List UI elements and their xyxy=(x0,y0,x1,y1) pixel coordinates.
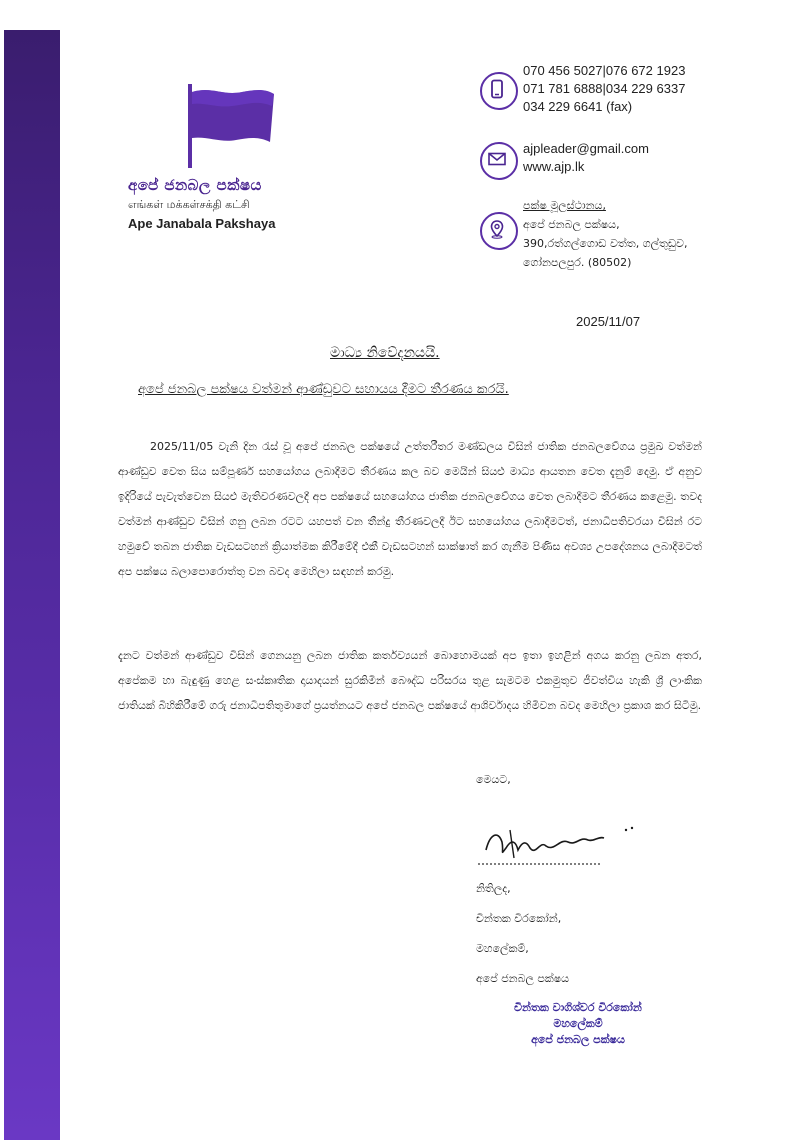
party-name-sinhala: අපේ ජනබල පක්ෂය xyxy=(128,176,262,194)
letter-date: 2025/11/07 xyxy=(576,314,641,329)
body-paragraph-1: 2025/11/05 වැනි දින රැස් වූ අපේ ජනබල පක්ෂයේ උත්තරීතර මණ්ඩලය විසින් ජාතික ජනබලවේගය ප්‍රමුඛ වත්මන් ආණ්ඩුව වෙත සිය සම්පූර්ණ සහයෝගය ලබාදීමට තීරණය කල බව මෙයින් සියළු මාධ්‍ය ආයතන වෙත දැනුම් දෙමු. ඒ අනුව ඉදිරියේ පැවැත්වෙන සියළු මැතිවරණවලදී අප පක්ෂයේ සහයෝගය ජාතික ජනබලවේගය වෙත ලබාදීමට තීරණය කළෙමු. තවද වත්මන් ආණ්ඩුව විසින් ගනු ලබන රටට යහපත් වන තීන්දු තීරණවලදී ඊට සහයෝගය ලබාදීමටත්, ජනාධිපතිවරයා විසින් රට හමුවේ තබන ජාතික වැඩසටහන් ක්‍රියාත්මක කිරීමේදී එකී වැඩසටහන් සාක්ෂාත් කර ගැනීම පිණිස අවශ්‍ය උපදේශනය ලබාදීමටත් අප පක්ෂය බලාපොරොත්තු වන බවද මෙහිලා සඳහන් කරමු. xyxy=(118,440,702,578)
document-title: මාධ්‍ය නිවේදනයයි. xyxy=(330,345,440,361)
handwritten-signature xyxy=(476,812,646,872)
signer-block xyxy=(476,874,569,994)
website-link[interactable]: www.ajp.lk xyxy=(523,159,585,174)
party-name-english: Ape Janabala Pakshaya xyxy=(128,216,276,231)
phone-line-2: 071 781 6888|034 229 6337 xyxy=(523,81,686,96)
party-name-tamil: எங்கள் மக்கள்சக்தி கட்சி xyxy=(128,198,250,211)
document-subtitle: අපේ ජනබල පක්ෂය වත්මන් ආණ්ඩුවට සහායය දීමට තීරණය කරයි. xyxy=(138,382,509,397)
address-line-3: ගෝනපලපුර. (80502) xyxy=(523,256,632,269)
flag-cloth xyxy=(192,86,274,144)
official-stamp xyxy=(498,1000,658,1048)
phone-line-3: 034 229 6641 (fax) xyxy=(523,99,633,114)
closing-line: මෙයට, xyxy=(476,773,511,786)
envelope-icon xyxy=(480,142,518,180)
signer-line-3: මහලේකම්, xyxy=(476,942,529,955)
address-line-2: 390,රත්ගල්ගොඩ වත්ත, ගල්තුඩුව, xyxy=(523,237,688,250)
body-paragraph-2: දැනට වත්මන් ආණ්ඩුව විසින් ගෙනයනු ලබන ජාතික කර්තව්‍යයන් බොහොමයක් අප ඉතා ඉහළින් අගය කරනු ලබන අතර, අපේකම හා බැඳුණු හෙළ සංස්කෘතික දායාදයන් සුරකිමින් බෞද්ධ පරිසරය තුළ සැමටම එකමුතුව ජීවත්විය හැකි ශ්‍රී ලාංකික ජාතියක් බිහිකිරීමේ ගරු ජනාධිපතිතුමාගේ ප්‍රයත්නයට අපේ ජනබල පක්ෂයේ ආශිර්වාදය හිමිවන බවද මෙහිලා ප්‍රකාශ කර සිටිමු. xyxy=(118,649,702,712)
side-color-band xyxy=(4,30,60,1140)
email-address[interactable]: ajpleader@gmail.com xyxy=(523,141,649,156)
phone-numbers xyxy=(523,62,685,116)
stamp-line-2: මහලේකම් xyxy=(553,1017,603,1030)
address-block xyxy=(523,196,687,272)
phone-icon xyxy=(480,72,518,110)
phone-line-1: 070 456 5027|076 672 1923 xyxy=(523,63,686,78)
location-pin-icon xyxy=(480,212,518,250)
signer-line-1: නිතිලද, xyxy=(476,882,511,895)
address-heading: පක්ෂ මූලස්ථානය, xyxy=(523,199,606,212)
stamp-line-1: චින්තක වාගිශ්වර විරකෝන් xyxy=(514,1001,642,1014)
signer-line-2: චින්තක විරකෝන්, xyxy=(476,912,562,925)
party-flag-logo xyxy=(188,84,278,168)
stamp-line-3: අපේ ජනබල පක්ෂය xyxy=(531,1033,625,1046)
address-line-1: අපේ ජනබල පක්ෂය, xyxy=(523,218,620,231)
email-block xyxy=(523,140,649,176)
signer-line-4: අපේ ජනබල පක්ෂය xyxy=(476,972,570,985)
